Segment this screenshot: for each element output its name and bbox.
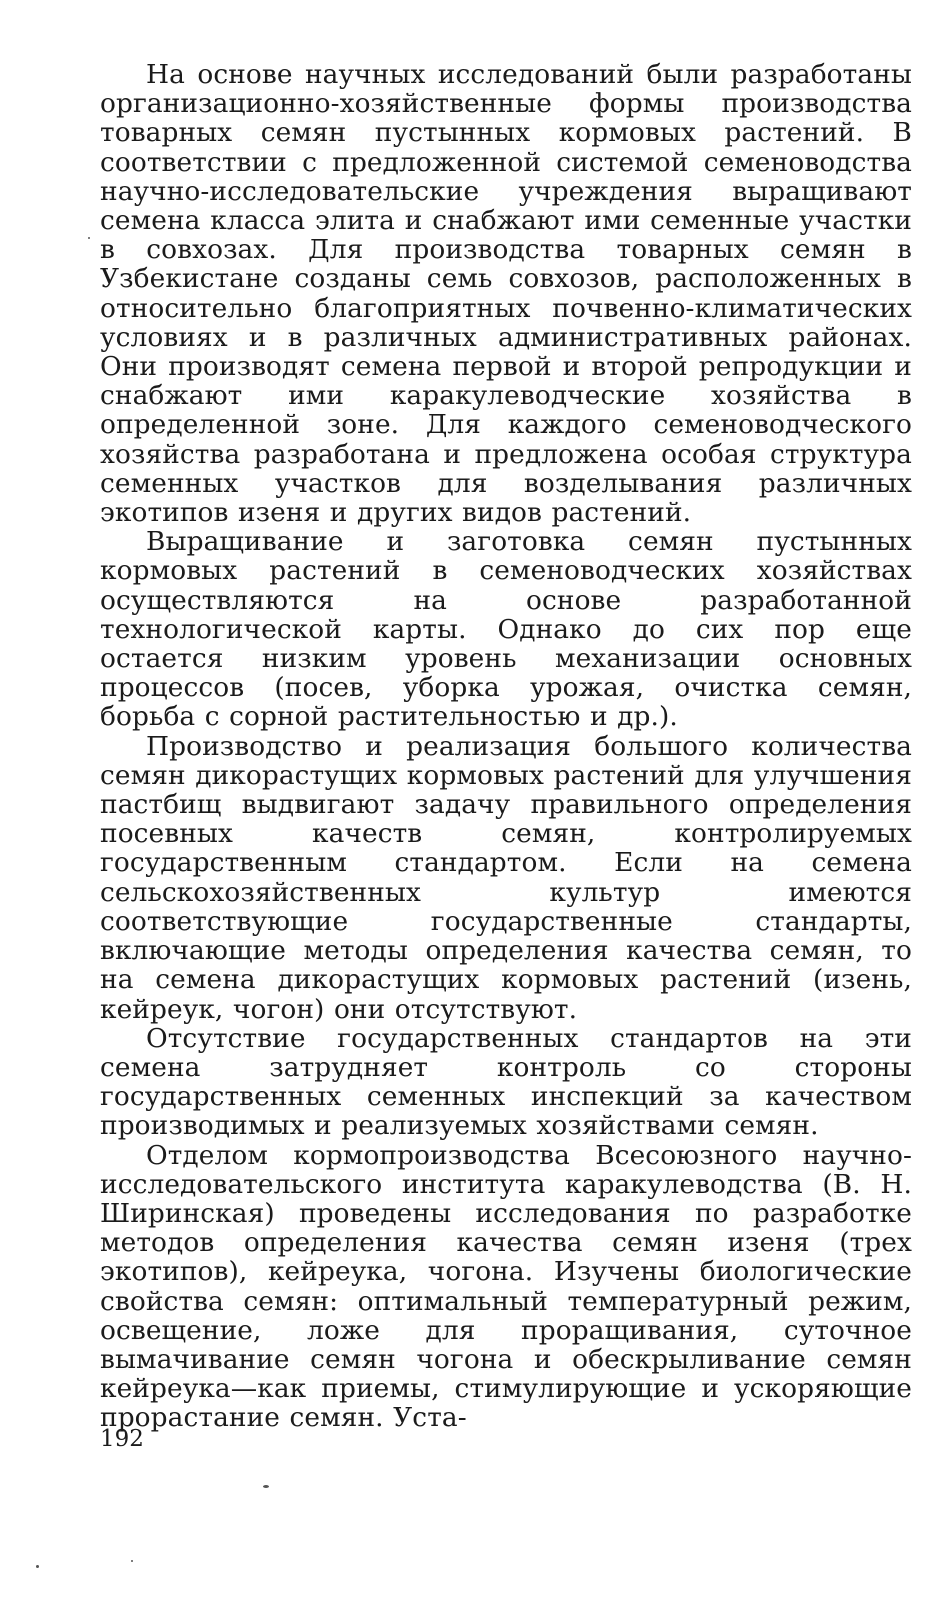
paragraph-seed-production-forms: На основе научных исследований были разработаны организационно-хозяйственные формы производства товарных семян пустынных кормовых растений. В соответствии с предложенной системой семеноводства научно-исследовательские учреждения выращивают семена класса элита и снабжают ими семенные участки в совхозах. Для производства товарных семян в Узбекистане созданы семь совхозов, расположенных в относительно благоприятных почвенно-климатических условиях и в различных административных районах. Они производят семена первой и второй репродукции и снабжают ими каракулеводческие хозяйства в определенной зоне. Для каждого семеноводческого хозяйства разработана и предложена особая структура семенных участков для возделывания различных экотипов изеня и других видов растений. bbox=[100, 59, 912, 529]
scan-speck bbox=[263, 1485, 269, 1488]
page-body bbox=[100, 60, 912, 1433]
page-number: 192 bbox=[100, 1426, 144, 1452]
scan-speck bbox=[131, 1560, 133, 1562]
paragraph-missing-standards: Отсутствие государственных стандартов на эти семена затрудняет контроль со стороны государственных семенных инспекций за качеством производимых и реализуемых хозяйствами семян. bbox=[100, 1022, 912, 1142]
scan-speck bbox=[36, 1565, 39, 1568]
paragraph-seed-quality-standards: Производство и реализация большого количества семян дикорастущих кормовых растений для улучшения пастбищ выдвигают задачу правильного определения посевных качеств семян, контролируемых государственным стандартом. Если на семена сельскохозяйственных культур имеются соответствующие государственные стандарты, включающие методы определения качества семян, то на семена дикорастущих кормовых растений (изень, кейреук, чогон) они отсутствуют. bbox=[100, 730, 912, 1025]
paragraph-research-methods: Отделом кормопроизводства Всесоюзного научно-исследовательского института каракулеводства (В. Н. Ширинская) проведены исследования по разработке методов определения качества семян изеня (трех экотипов), кейреука, чогона. Изучены биологические свойства семян: оптимальный температурный режим, освещение, ложе для проращивания, суточное вымачивание семян чогона и обескрыливание семян кейреука—как приемы, стимулирующие и ускоряющие прорастание семян. Уста- bbox=[100, 1139, 912, 1434]
paragraph-cultivation-harvest: Выращивание и заготовка семян пустынных кормовых растений в семеноводческих хозяйствах осуществляются на основе разработанной технологической карты. Однако до сих пор еще остается низким уровень механизации основных процессов (посев, уборка урожая, очистка семян, борьба с сорной растительностью и др.). bbox=[100, 526, 912, 733]
scan-speck bbox=[88, 237, 90, 239]
